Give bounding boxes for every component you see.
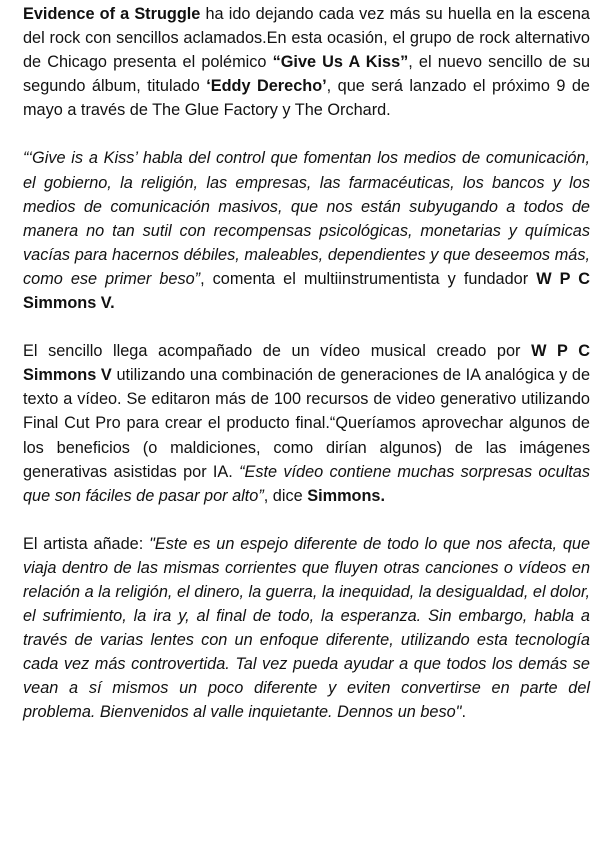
intro-text-b: , el nuevo sencillo de su segundo álbum, titulado [23,53,591,96]
video-speaker: Simmons. [307,486,386,505]
artist-text-b: . [461,703,466,722]
band-name: Evidence of a Struggle [23,5,201,23]
paragraph-quote-founder [23,146,590,315]
founder-text-a: , comenta el multiinstrumentista y fundador [200,269,537,288]
video-creator: W P C Simmons V [23,342,590,385]
song-title: “Give Us A Kiss” [272,53,409,72]
founder-name: W P C Simmons V. [23,269,590,313]
paragraph-artist-adds [23,532,590,725]
intro-text-a: ha ido dejando cada vez más su huella en la escena del rock con sencillos aclamados.En esta ocasión, el grupo de rock alternativo de Chicago presenta el polémico [23,5,590,72]
intro-text-c: , que será lanzado el próximo 9 de mayo a través de The Glue Factory y The Orchard. [23,77,590,120]
video-quote: “Este vídeo contiene muchas sorpresas ocultas que son fáciles de pasar por alto” [23,462,590,505]
album-title: ‘Eddy Derecho’ [206,77,327,96]
paragraph-video [23,339,590,508]
video-text-b: utilizando una combinación de generaciones de IA analógica y de texto a vídeo. Se editaron más de 100 recursos de video generativo utilizando Final Cut Pro para crear el producto final.“Queríamos aprovechar algunos de los beneficios (o maldiciones, como dirían algunos) de las imágenes generativas asistidas por IA. [23,366,591,481]
artist-quote: "Este es un espejo diferente de todo lo que nos afecta, que viaja dentro de las mismas corrientes que fluyen otras canciones o vídeos en relación a la religión, el dinero, la guerra, la inequidad, la desigualdad, el dolor, el sufrimiento, la ira y, al final de todo, la esperanza. Sin embargo, habla a través de varias lentes con un enfoque diferente, utilizando esta tecnología cada vez más controvertida. Tal vez pueda ayudar a que todos los demás se vean a sí mismos un poco diferente y eviten convertirse en parte del problema. Bienvenidos al valle inquietante. Dennos un beso" [23,534,591,722]
artist-text-a: El artista añade: [23,534,150,553]
founder-quote: “‘Give is a Kiss’ habla del control que fomentan los medios de comunicación, el gobierno, la religión, las empresas, las farmacéuticas, los bancos y los medios de comunicación masivos, que nos están subyugando a todos de manera no tan sutil con recompensas psicológicas, monetarias y químicas vacías para hacernos débiles, maleables, dependientes y que deseemos más, como ese primer beso” [23,149,590,288]
video-text-a: El sencillo llega acompañado de un vídeo musical creado por [23,342,532,361]
paragraph-intro [23,2,590,122]
video-text-c: , dice [263,486,308,505]
